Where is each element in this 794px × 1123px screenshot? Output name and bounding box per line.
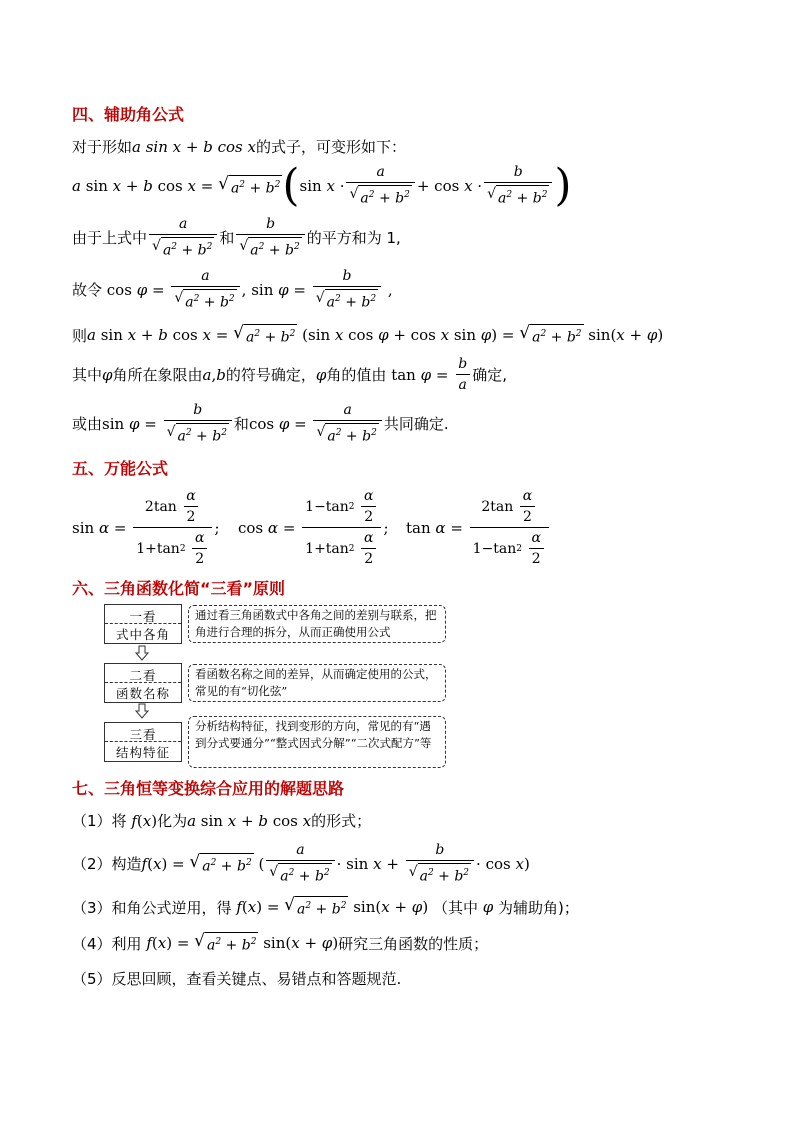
flow-step-3-bottom: 结构特征 <box>115 745 170 760</box>
section-six-title: 六、三角函数化简“三看”原则 <box>72 579 286 598</box>
step-4: （4）利用 f ( x ) = √ $a^2 + b^2$ sin( x + φ ) 研究三角函数的性质； <box>72 931 489 954</box>
section-four-line3: 由于上式中 a √ $a^2 + b^2$ 和 b √ $a^2 + b^2$ 的平方和为 1, <box>72 216 401 259</box>
step-1-text-b: 化为 <box>157 812 188 830</box>
line6-text-a: 其中 <box>72 366 103 384</box>
line7-text-a: 或由 <box>72 415 103 434</box>
step-1: （1）将 f ( x ) 化为 a sin x + b cos x 的形式； <box>72 811 372 830</box>
step-1-text-c: 的形式； <box>311 812 372 830</box>
three-look-flowchart <box>104 604 454 766</box>
flow-step-3-top: 三看 <box>105 725 181 742</box>
step-1-text-a: （1）将 <box>72 812 127 830</box>
universal-formula-tan: tan α = 2tan $\frac{\alpha}{2}$ 1−tan 2 $\frac{\alpha}{2}$ <box>406 488 551 567</box>
step-5: （5）反思回顾，查看关键点、易错点和答题规范. <box>72 970 402 988</box>
flow-step-3-box <box>104 722 182 762</box>
line3-text-b: 和 <box>219 229 235 248</box>
step-2-text-a: （2）构造 <box>72 855 142 874</box>
line4-text-a: 故令 <box>72 281 103 300</box>
section-four-line5: 则 a sin x + b cos x = √ $a^2 + b^2$ (sin x cos φ + cos x sin φ ) = √ $a^2 + b^2$ sin( x + φ ) <box>72 323 664 346</box>
down-arrow-icon <box>134 703 150 719</box>
section-four-line6: 其中 φ 角所在象限由 a , b 的符号确定， φ 角的值由 tan φ = $\frac{b}{a}$ 确定, <box>72 356 507 393</box>
intro-text-b: 的式子，可变形如下： <box>255 138 406 156</box>
flow-step-1-bottom: 式中各角 <box>115 627 170 642</box>
flow-step-2-desc: 看函数名称之间的差异，从而确定使用的公式，常见的有“切化弦” <box>188 664 446 702</box>
flow-step-1-desc: 通过看三角函数式中各角之间的差别与联系，把角进行合理的拆分，从而正确使用公式 <box>188 605 446 643</box>
section-four-title: 四、辅助角公式 <box>72 105 185 124</box>
step-3-text-b: （其中 <box>432 898 478 917</box>
universal-formula-sin: sin α = 2tan $\frac{\alpha}{2}$ 1+tan 2 $\frac{\alpha}{2}$ ; <box>72 488 220 567</box>
step-4-text-a: （4）利用 <box>72 934 142 953</box>
flow-step-1-top: 一看 <box>105 607 181 624</box>
flow-step-3-desc: 分析结构特征，找到变形的方向，常见的有“遇到分式要通分”“整式因式分解”“二次式配方”等 <box>188 716 446 768</box>
auxiliary-angle-formula: a sin x + b cos x = √ $a^2 + b^2$ ( sin x · a √ $a^2 + b^2$ + cos x · b √ $a^2 + b^2$ ) <box>72 159 572 211</box>
section-four-line7: 或由 sin φ = b √ $a^2 + b^2$ 和 cos φ = a √ $a^2 + b^2$ 共同确定. <box>72 402 449 445</box>
section-five-title: 五、万能公式 <box>72 459 169 478</box>
line3-text-a: 由于上式中 <box>72 229 148 248</box>
line7-text-b: 和 <box>233 415 249 434</box>
flow-step-2-bottom: 函数名称 <box>115 686 170 701</box>
universal-formula-cos: cos α = 1−tan 2 $\frac{\alpha}{2}$ 1+tan 2 $\frac{\alpha}{2}$ ; <box>238 488 389 567</box>
line6-text-e: 确定, <box>472 366 507 384</box>
section-seven-title: 七、三角恒等变换综合应用的解题思路 <box>72 779 345 798</box>
line6-text-b: 角所在象限由 <box>112 366 203 384</box>
step-4-text-b: 研究三角函数的性质； <box>338 934 489 953</box>
line6-text-d: 角的值由 <box>326 366 387 384</box>
flow-step-2-top: 二看 <box>105 666 181 683</box>
line5-text-a: 则 <box>72 326 88 345</box>
line7-text-c: 共同确定. <box>383 415 449 434</box>
step-3-text-c: 为辅助角)； <box>498 898 579 917</box>
step-3-text-a: （3）和角公式逆用，得 <box>72 898 232 917</box>
line3-text-c: 的平方和为 1, <box>306 229 401 248</box>
flow-step-2-box <box>104 663 182 703</box>
step-2: （2）构造 f ( x ) = √ $a^2 + b^2$ ( a √ $a^2 + b^2$ · sin x + b √ $a^2 + b^2$ · cos x ) <box>72 842 530 885</box>
intro-text-a: 对于形如 <box>72 138 133 156</box>
flow-step-1-box <box>104 604 182 644</box>
down-arrow-icon <box>134 645 150 661</box>
line6-text-c: 的符号确定， <box>225 366 316 384</box>
section-four-intro <box>72 136 406 157</box>
section-four-line4: 故令 cos φ = a √ $a^2 + b^2$ , sin φ = b √ $a^2 + b^2$ , <box>72 268 393 311</box>
intro-expression: a sin x + b cos x <box>132 137 256 156</box>
step-3: （3）和角公式逆用，得 f ( x ) = √ $a^2 + b^2$ sin( x + φ ) （其中 φ 为辅助角)； <box>72 895 579 918</box>
